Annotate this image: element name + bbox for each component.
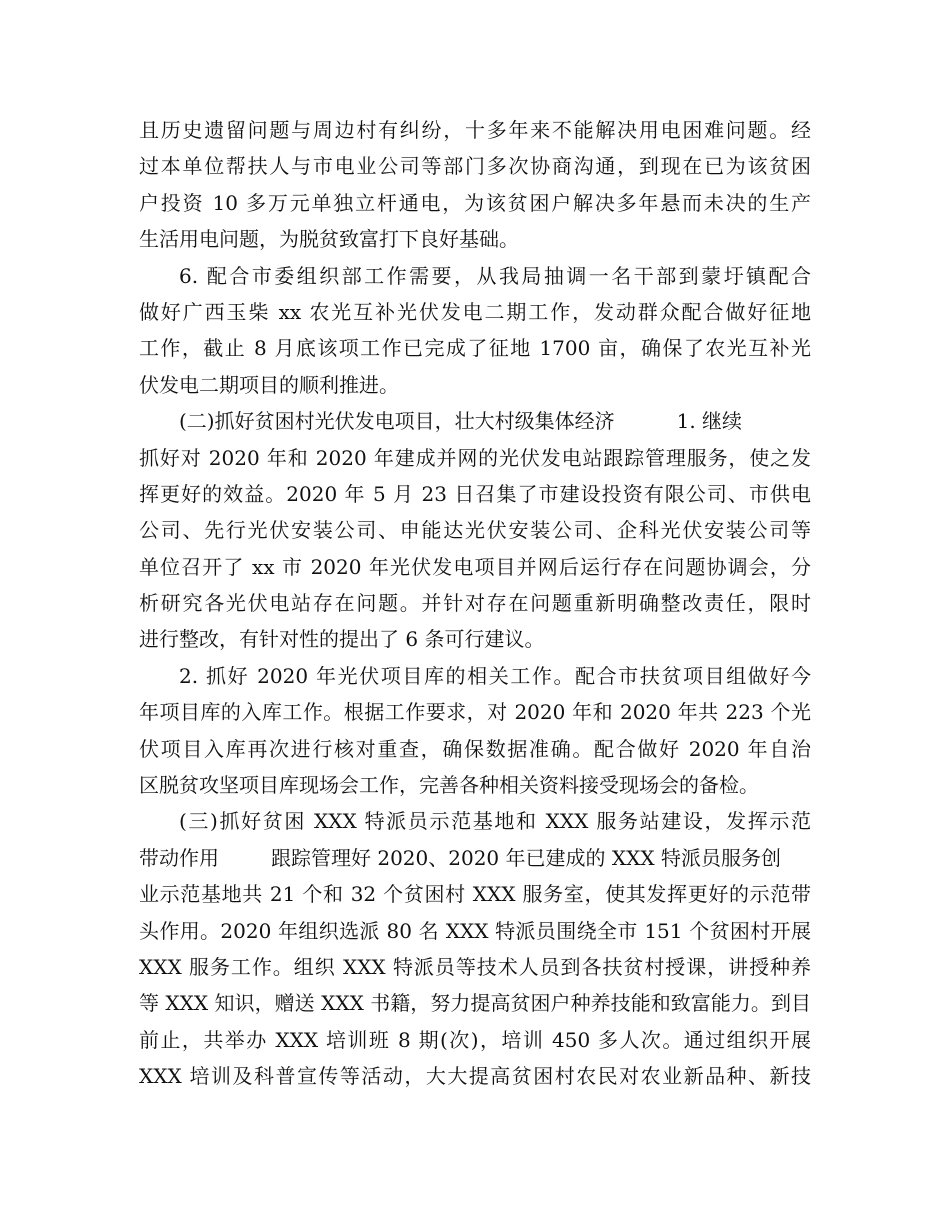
text-line: XXX 培训及科普宣传等活动，大大提高贫困村农民对农业新品种、新技 — [139, 1064, 811, 1089]
text-line: 年项目库的入库工作。根据工作要求，对 2020 年和 2020 年共 223 个光 — [139, 700, 811, 725]
section-heading-line — [139, 840, 811, 876]
text-line: 业示范基地共 21 个和 32 个贫困村 XXX 服务室，使其发挥更好的示范带 — [139, 882, 811, 907]
paragraph-start: 跟踪管理好 2020、2020 年已建成的 XXX 特派员服务创 — [271, 845, 781, 870]
text-line: 抓好对 2020 年和 2020 年建成并网的光伏发电站跟踪管理服务，使之发 — [139, 445, 811, 470]
section-heading-line: (三)抓好贫困 XXX 特派员示范基地和 XXX 服务站建设，发挥示范 — [179, 809, 811, 834]
text-line: 2. 抓好 2020 年光伏项目库的相关工作。配合市扶贫项目组做好今 — [179, 663, 811, 688]
text-line: 挥更好的效益。2020 年 5 月 23 日召集了市建设投资有限公司、市供电 — [139, 481, 811, 506]
text-line: 做好广西玉柴 xx 农光互补光伏发电二期工作，发动群众配合做好征地 — [139, 299, 811, 324]
text-line: 进行整改，有针对性的提出了 6 条可行建议。 — [139, 627, 545, 652]
text-line: XXX 服务工作。组织 XXX 特派员等技术人员到各扶贫村授课，讲授种养 — [139, 954, 811, 979]
text-line: 前止，共举办 XXX 培训班 8 期(次)，培训 450 多人次。通过组织开展 — [139, 1027, 811, 1052]
text-line: 6. 配合市委组织部工作需要，从我局抽调一名干部到蒙圩镇配合 — [179, 263, 811, 288]
document-body — [139, 112, 811, 1095]
section-heading-line — [139, 403, 811, 439]
text-line: 过本单位帮扶人与市电业公司等部门多次协商沟通，到现在已为该贫困 — [139, 154, 811, 179]
text-line: 头作用。2020 年组织选派 80 名 XXX 特派员围绕全市 151 个贫困村开展 — [139, 918, 811, 943]
text-line: 伏发电二期项目的顺利推进。 — [139, 372, 399, 397]
section-heading: (二)抓好贫困村光伏发电项目，壮大村级集体经济 — [179, 409, 615, 434]
text-line: 单位召开了 xx 市 2020 年光伏发电项目并网后运行存在问题协调会，分 — [139, 554, 811, 579]
text-line: 区脱贫攻坚项目库现场会工作，完善各种相关资料接受现场会的备检。 — [139, 773, 759, 798]
text-line: 伏项目入库再次进行核对重查，确保数据准确。配合做好 2020 年自治 — [139, 736, 811, 761]
paragraph-start: 1. 继续 — [676, 409, 743, 434]
text-line: 且历史遗留问题与周边村有纠纷，十多年来不能解决用电困难问题。经 — [139, 118, 811, 142]
text-line: 户投资 10 多万元单独立杆通电，为该贫困户解决多年悬而未决的生产 — [139, 190, 811, 215]
text-line: 公司、先行光伏安装公司、申能达光伏安装公司、企科光伏安装公司等 — [139, 518, 811, 543]
text-line: 生活用电问题，为脱贫致富打下良好基础。 — [139, 227, 519, 252]
text-line: 等 XXX 知识，赠送 XXX 书籍，努力提高贫困户种养技能和致富能力。到目 — [139, 991, 811, 1016]
section-heading-end: 带动作用 — [139, 845, 219, 870]
text-line: 工作，截止 8 月底该项工作已完成了征地 1700 亩，确保了农光互补光 — [139, 336, 811, 361]
text-line: 析研究各光伏电站存在问题。并针对存在问题重新明确整改责任，限时 — [139, 591, 811, 616]
